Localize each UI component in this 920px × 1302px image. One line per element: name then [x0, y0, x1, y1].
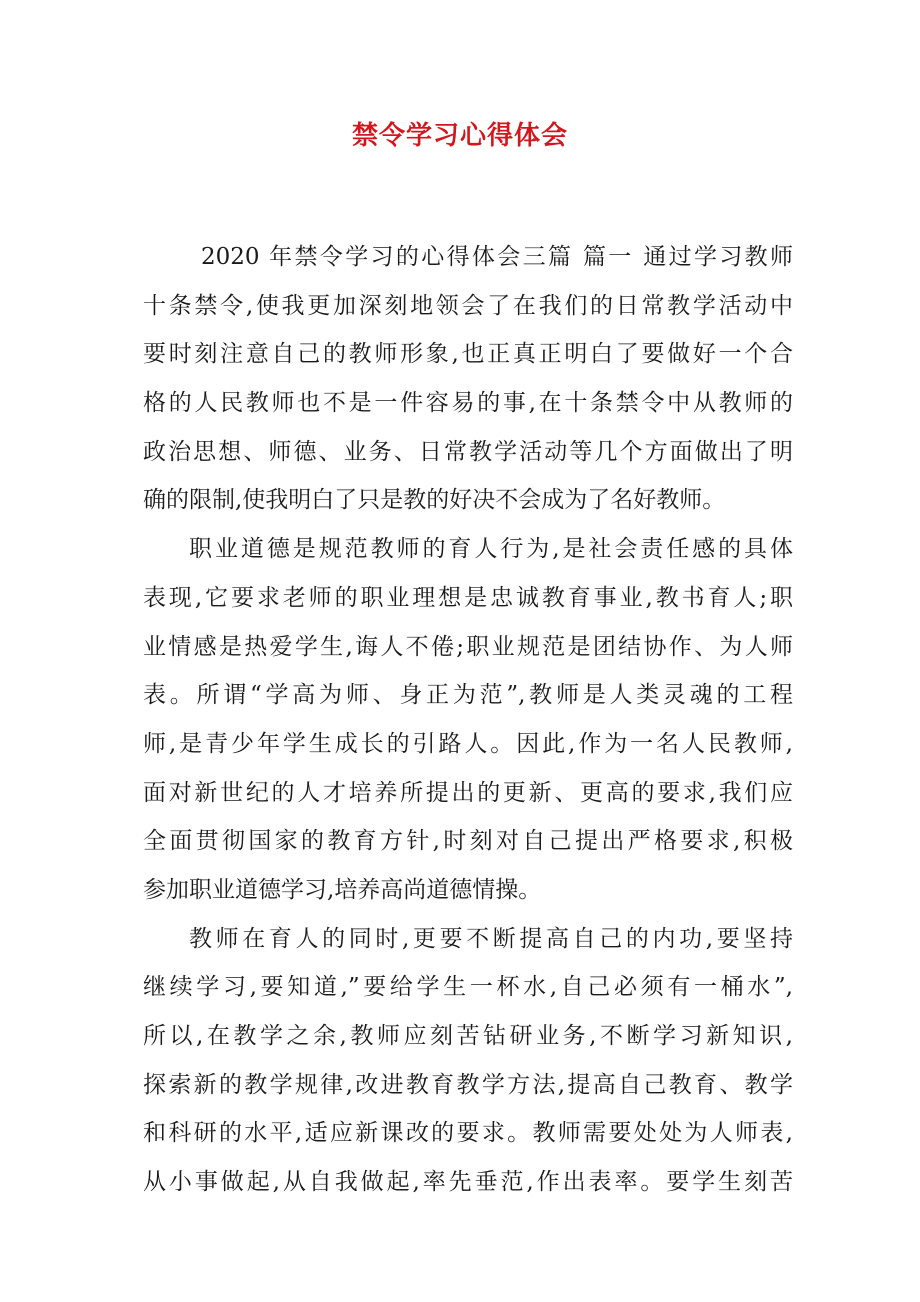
text-line: 确的限制,使我明白了只是教的好决不会成为了名好教师。	[143, 487, 726, 514]
text-line: 教师在育人的同时,更要不断提高自己的内功,要坚持	[189, 925, 793, 952]
text-line: 面对新世纪的人才培养所提出的更新、更高的要求,我们应	[143, 779, 793, 806]
text-line: 表。所谓“学高为师、身正为范”,教师是人类灵魂的工程	[143, 682, 793, 709]
text-line: 要时刻注意自己的教师形象,也正真正明白了要做好一个合	[143, 341, 793, 368]
text-line: 表现,它要求老师的职业理想是忠诚教育事业,教书育人;职	[143, 584, 793, 611]
text-line: 政治思想、师德、业务、日常教学活动等几个方面做出了明	[143, 438, 793, 465]
text-line: 所以,在教学之余,教师应刻苦钻研业务,不断学习新知识,	[143, 1023, 793, 1049]
text-line: 格的人民教师也不是一件容易的事,在十条禁令中从教师的	[143, 390, 793, 417]
text-line: 和科研的水平,适应新课改的要求。教师需要处处为人师表,	[143, 1120, 793, 1147]
text-line: 职业道德是规范教师的育人行为,是社会责任感的具体	[189, 536, 793, 563]
document-body	[143, 233, 793, 1207]
text-line: 探索新的教学规律,改进教育教学方法,提高自己教育、教学	[143, 1071, 793, 1098]
text-line: 业情感是热爱学生,诲人不倦;职业规范是团结协作、为人师	[143, 633, 793, 660]
text-line: 继续学习,要知道,”要给学生一杯水,自己必须有一桶水”,	[143, 974, 793, 1001]
document-title: 禁令学习心得体会	[351, 121, 568, 151]
text-line: 师,是青少年学生成长的引路人。因此,作为一名人民教师,	[143, 730, 793, 757]
text-line: 十条禁令,使我更加深刻地领会了在我们的日常教学活动中	[143, 292, 793, 319]
text-line: 2020 年禁令学习的心得体会三篇 篇一 通过学习教师	[201, 244, 793, 270]
text-line: 参加职业道德学习,培养高尚道德情操。	[143, 876, 542, 903]
text-line: 从小事做起,从自我做起,率先垂范,作出表率。要学生刻苦	[143, 1169, 793, 1196]
text-line: 全面贯彻国家的教育方针,时刻对自己提出严格要求,积极	[143, 828, 793, 855]
